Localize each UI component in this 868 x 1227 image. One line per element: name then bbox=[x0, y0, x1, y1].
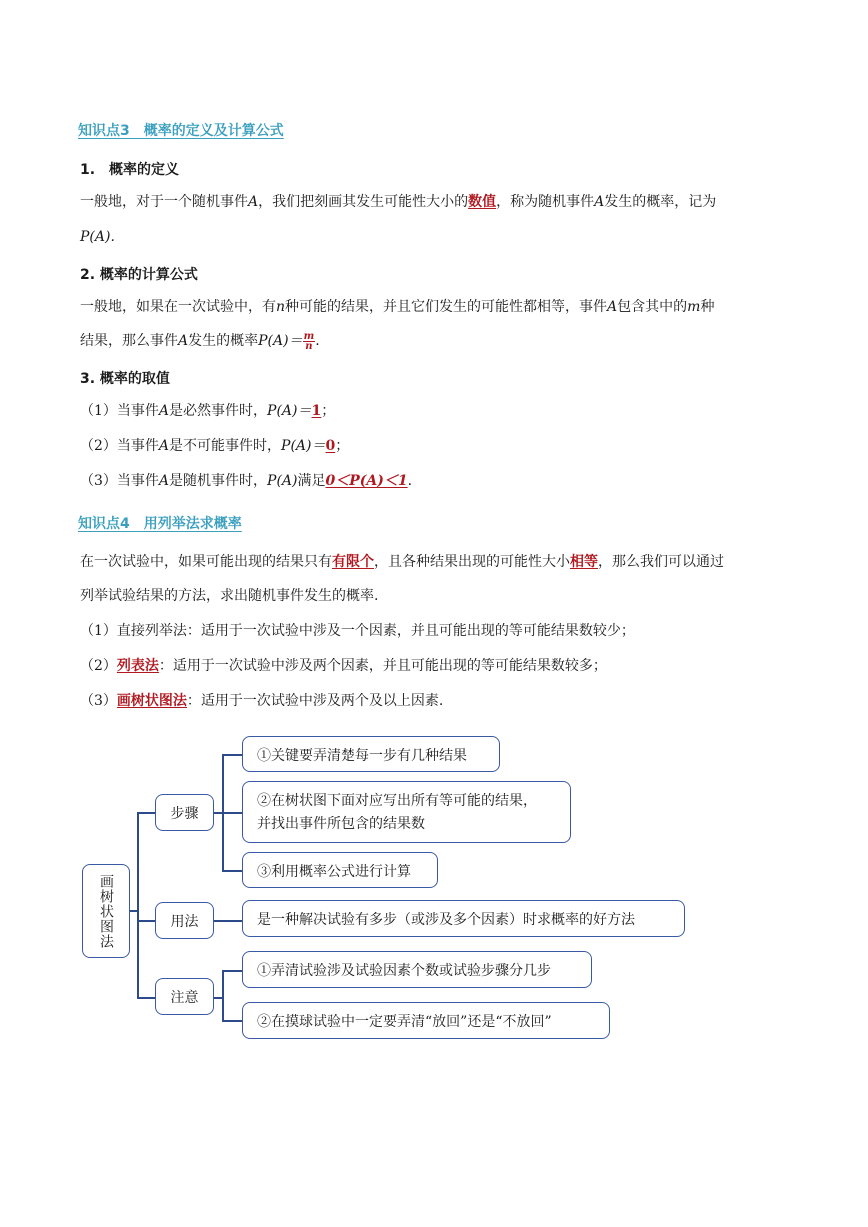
section-title-kp4: 知识点4 用列举法求概率 bbox=[78, 516, 242, 532]
leaf-step-1: ①关键要弄清楚每一步有几种结果 bbox=[242, 736, 500, 772]
method-item-2: （2）列表法：适用于一次试验中涉及两个因素，并且可能出现的等可能结果数较多； bbox=[80, 658, 607, 674]
enumeration-intro-line1: 在一次试验中，如果可能出现的结果只有有限个，且各种结果出现的可能性大小相等，那么我们可以通过 bbox=[80, 554, 724, 570]
definition-paragraph-line2: P(A). bbox=[80, 229, 115, 245]
leaf-step-2: ②在树状图下面对应写出所有等可能的结果， 并找出事件所包含的结果数 bbox=[242, 781, 571, 843]
subheading-definition: 1. 概率的定义 bbox=[80, 162, 180, 178]
method-item-3: （3）画树状图法：适用于一次试验中涉及两个及以上因素. bbox=[80, 693, 444, 709]
method-item-1: （1）直接列举法：适用于一次试验中涉及一个因素，并且可能出现的等可能结果数较少； bbox=[80, 623, 635, 639]
node-usage: 用法 bbox=[155, 902, 214, 939]
node-notes: 注意 bbox=[155, 978, 214, 1015]
leaf-note-2: ②在摸球试验中一定要弄清“放回”还是“不放回” bbox=[242, 1002, 610, 1039]
section-title-kp3: 知识点3 概率的定义及计算公式 bbox=[78, 123, 284, 139]
subheading-range: 3. 概率的取值 bbox=[80, 371, 170, 387]
enumeration-intro-line2: 列举试验结果的方法，求出随机事件发生的概率. bbox=[80, 588, 379, 604]
subheading-formula: 2. 概率的计算公式 bbox=[80, 267, 198, 283]
range-item-2: （2）当事件A是不可能事件时，P(A)＝0； bbox=[80, 438, 350, 454]
answer-blank: 数值 bbox=[468, 194, 497, 210]
leaf-note-1: ①弄清试验涉及试验因素个数或试验步骤分几步 bbox=[242, 951, 592, 988]
definition-paragraph-line1: 一般地，对于一个随机事件A，我们把刻画其发生可能性大小的数值，称为随机事件A发生的概率，记为 bbox=[80, 194, 717, 210]
range-item-1: （1）当事件A是必然事件时，P(A)＝1； bbox=[80, 403, 336, 419]
tree-root-node: 画树状图法 bbox=[82, 864, 130, 958]
leaf-step-3: ③利用概率公式进行计算 bbox=[242, 852, 438, 888]
formula-paragraph-line1: 一般地，如果在一次试验中，有n种可能的结果，并且它们发生的可能性都相等，事件A包含其中的m种 bbox=[80, 299, 715, 315]
fraction-m-over-n: $\frac{m}{n}$ bbox=[303, 330, 315, 352]
leaf-usage: 是一种解决试验有多步（或涉及多个因素）时求概率的好方法 bbox=[242, 900, 685, 937]
formula-paragraph-line2: 结果，那么事件A发生的概率P(A)＝ $\frac{m}{n}$ . bbox=[80, 330, 320, 352]
range-item-3: （3）当事件A是随机事件时，P(A)满足0＜P(A)＜1. bbox=[80, 473, 413, 489]
node-steps: 步骤 bbox=[155, 794, 214, 831]
